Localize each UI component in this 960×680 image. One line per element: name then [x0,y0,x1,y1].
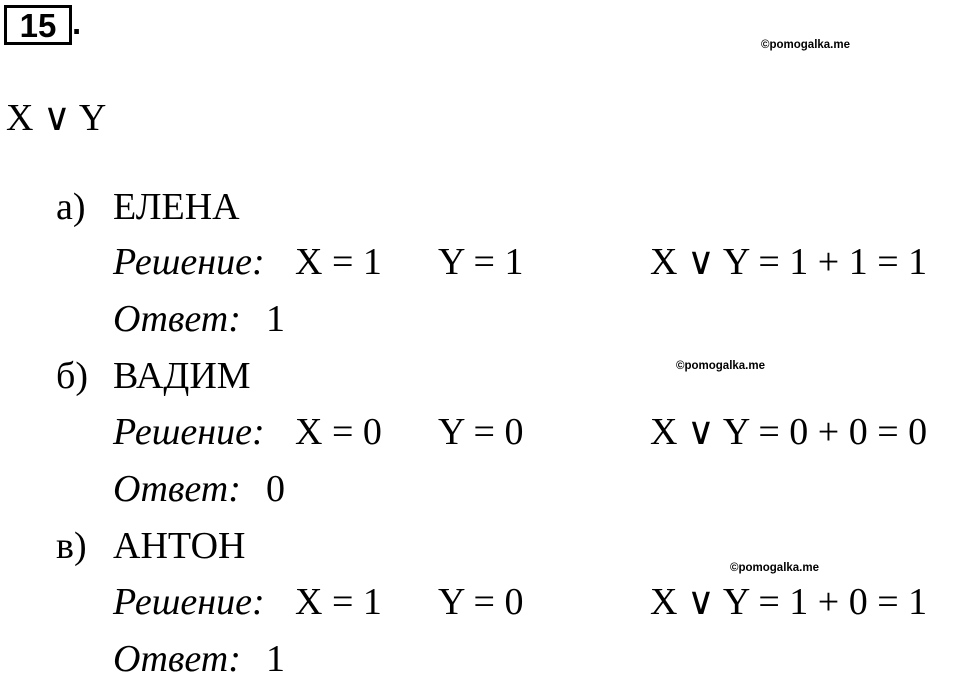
item-c-letter: в) [56,525,87,567]
item-a-answer: 1 [266,298,285,340]
problem-number-box [4,5,72,45]
item-b-answer: 0 [266,468,285,510]
item-b-result: X ∨ Y = 0 + 0 = 0 [650,411,928,453]
item-c-answer: 1 [266,638,285,680]
item-c-solution-label: Решение: [113,581,265,623]
item-c-name: АНТОН [113,525,246,567]
item-c-y-assign: Y = 0 [438,581,524,623]
item-a-name: ЕЛЕНА [113,186,240,228]
item-a-result: X ∨ Y = 1 + 1 = 1 [650,241,928,283]
item-c-answer-label: Ответ: [113,638,241,680]
item-a-solution-label: Решение: [113,241,265,283]
item-b-x-assign: X = 0 [295,411,382,453]
watermark-bottom: ©pomogalka.me [730,562,819,574]
main-expression: X ∨ Y [6,97,107,139]
item-b-solution-label: Решение: [113,411,265,453]
item-a-y-assign: Y = 1 [438,241,524,283]
item-b-name: ВАДИМ [113,355,251,397]
problem-number-dot: . [72,4,82,41]
watermark-middle: ©pomogalka.me [676,360,765,372]
item-a-letter: а) [56,186,86,228]
item-b-answer-label: Ответ: [113,468,241,510]
item-a-answer-label: Ответ: [113,298,241,340]
item-b-y-assign: Y = 0 [438,411,524,453]
item-b-letter: б) [56,355,88,397]
item-c-result: X ∨ Y = 1 + 0 = 1 [650,581,928,623]
item-a-x-assign: X = 1 [295,241,382,283]
problem-number: 15 [19,6,57,44]
item-c-x-assign: X = 1 [295,581,382,623]
watermark-top: ©pomogalka.me [761,39,850,51]
